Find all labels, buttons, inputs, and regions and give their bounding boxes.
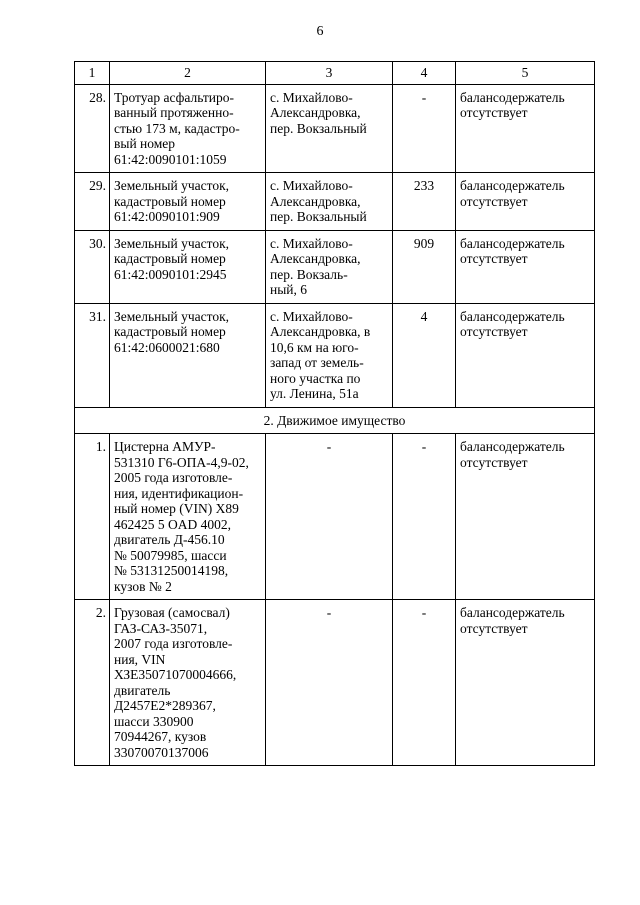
item-name: Земельный участок, кадастровый номер 61:42:0090101:2945: [110, 230, 266, 303]
row-number: 2.: [75, 600, 110, 766]
item-holder: балансодержатель отсутствует: [456, 230, 595, 303]
column-number: 4: [393, 62, 456, 85]
item-name: Тротуар асфальтиро- ванный протяженно- стью 173 м, кадастро- вый номер 61:42:0090101:1059: [110, 84, 266, 173]
page-number: 6: [316, 24, 324, 39]
item-name: Земельный участок, кадастровый номер 61:42:0600021:680: [110, 303, 266, 407]
item-holder: балансодержатель отсутствует: [456, 303, 595, 407]
table-row: [75, 600, 595, 766]
item-holder: балансодержатель отсутствует: [456, 600, 595, 766]
table-row: [75, 84, 595, 173]
item-value: 4: [393, 303, 456, 407]
section-heading-row: [75, 407, 595, 434]
column-number: 1: [75, 62, 110, 85]
item-name: Грузовая (самосвал) ГАЗ-САЗ-35071, 2007 года изготовле- ния, VIN ХЗЕ35071070004666, двигатель Д2457Е2*289367, шасси 330900 70944267, кузов 33070070137006: [110, 600, 266, 766]
column-number-row: [75, 62, 595, 85]
row-number: 29.: [75, 173, 110, 231]
item-holder: балансодержатель отсутствует: [456, 173, 595, 231]
item-value: -: [393, 600, 456, 766]
column-number: 2: [110, 62, 266, 85]
table-row: [75, 230, 595, 303]
item-value: 909: [393, 230, 456, 303]
item-holder: балансодержатель отсутствует: [456, 434, 595, 600]
row-number: 31.: [75, 303, 110, 407]
table-row: [75, 434, 595, 600]
table-row: [75, 173, 595, 231]
item-location: -: [266, 600, 393, 766]
item-location: с. Михайлово- Александровка, в 10,6 км на юго- запад от земель- ного участка по ул. Ленина, 51а: [266, 303, 393, 407]
item-location: с. Михайлово- Александровка, пер. Вокзаль- ный, 6: [266, 230, 393, 303]
item-value: -: [393, 84, 456, 173]
item-location: с. Михайлово- Александровка, пер. Вокзальный: [266, 173, 393, 231]
row-number: 28.: [75, 84, 110, 173]
item-holder: балансодержатель отсутствует: [456, 84, 595, 173]
column-number: 5: [456, 62, 595, 85]
item-value: 233: [393, 173, 456, 231]
item-name: Цистерна АМУР- 531310 Г6-ОПА-4,9-02, 2005 года изготовле- ния, идентификацион- ный номер (VIN) X89 462425 5 OAD 4002, двигатель Д-456.10 № 50079985, шасси № 53131250014198, кузов № 2: [110, 434, 266, 600]
item-name: Земельный участок, кадастровый номер 61:42:0090101:909: [110, 173, 266, 231]
item-location: -: [266, 434, 393, 600]
item-value: -: [393, 434, 456, 600]
row-number: 30.: [75, 230, 110, 303]
property-register-table: [74, 61, 595, 766]
row-number: 1.: [75, 434, 110, 600]
item-location: с. Михайлово- Александровка, пер. Вокзальный: [266, 84, 393, 173]
column-number: 3: [266, 62, 393, 85]
section-heading: 2. Движимое имущество: [75, 407, 595, 434]
table-row: [75, 303, 595, 407]
